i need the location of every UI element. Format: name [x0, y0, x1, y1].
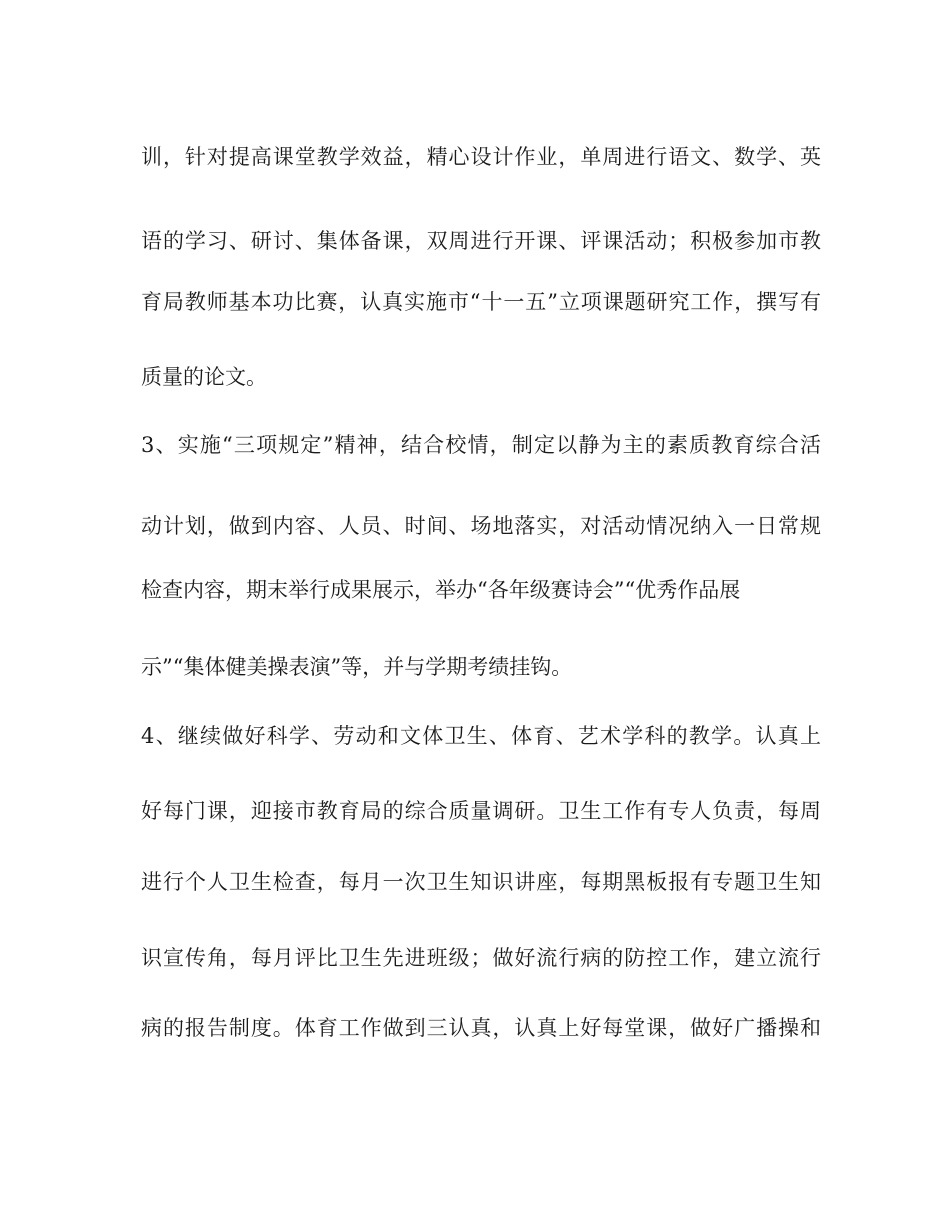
text-line: 训，针对提高课堂教学效益，精心设计作业，单周进行语文、数学、英 [141, 145, 821, 169]
text-line: 育局教师基本功比赛，认真实施市“十一五”立项课题研究工作，撰写有 [141, 290, 821, 314]
text-line: 3、实施“三项规定”精神，结合校情，制定以静为主的素质教育综合活 [141, 433, 821, 457]
text-line: 示”“集体健美操表演”等，并与学期考绩挂钩。 [141, 655, 573, 679]
text-line: 语的学习、研讨、集体备课，双周进行开课、评课活动；积极参加市教 [141, 229, 821, 253]
text-line: 病的报告制度。体育工作做到三认真，认真上好每堂课，做好广播操和 [141, 1016, 821, 1040]
text-line: 进行个人卫生检查，每月一次卫生知识讲座，每期黑板报有专题卫生知 [141, 870, 821, 894]
text-line: 检查内容，期末举行成果展示，举办“各年级赛诗会”“优秀作品展 [141, 578, 741, 602]
text-line: 识宣传角，每月评比卫生先进班级；做好流行病的防控工作，建立流行 [141, 946, 821, 970]
text-line: 好每门课，迎接市教育局的综合质量调研。卫生工作有专人负责，每周 [141, 799, 821, 823]
text-line: 4、继续做好科学、劳动和文体卫生、体育、艺术学科的教学。认真上 [141, 724, 821, 748]
text-line: 质量的论文。 [141, 365, 267, 389]
text-line: 动计划，做到内容、人员、时间、场地落实，对活动情况纳入一日常规 [141, 514, 821, 538]
